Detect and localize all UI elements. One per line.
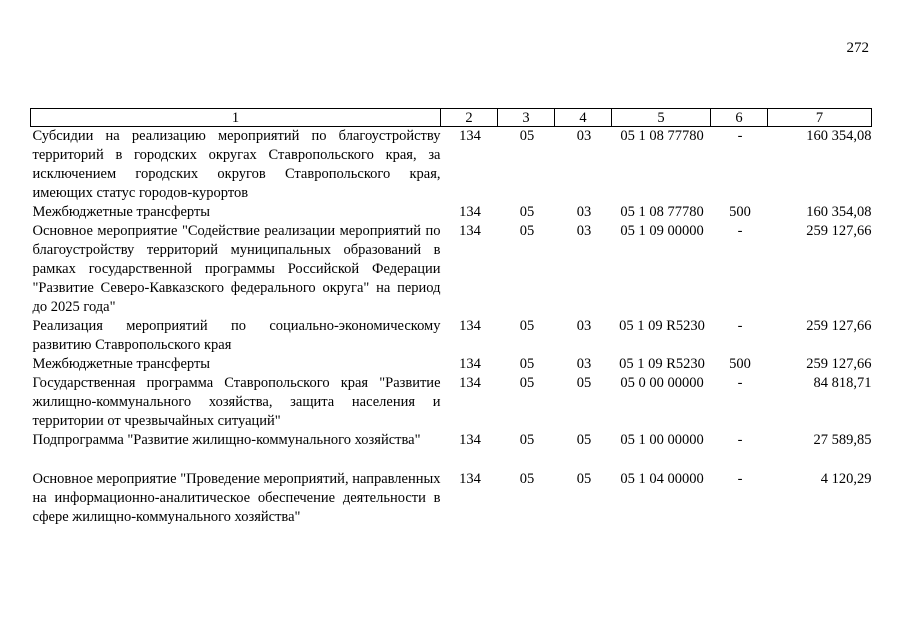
row-ministry-code: 134 [459, 356, 481, 372]
column-header-7: 7 [768, 109, 872, 127]
row-ministry-code: 134 [459, 223, 481, 239]
row-description: Основное мероприятие "Проведение мероприятий, направленных на информационно-аналитическое обеспечение деятельности в сфере жилищно-коммунального хозяйства" [32, 471, 441, 525]
row-amount: 160 354,08 [806, 128, 872, 144]
column-header-3: 3 [498, 109, 555, 127]
row-target-article: 05 1 08 77780 [620, 204, 704, 220]
row-description: Государственная программа Ставропольского края "Развитие жилищно-коммунального хозяйства, защита населения и территории от чрезвычайных ситуаций" [32, 375, 441, 429]
row-section-code: 05 [519, 375, 535, 391]
table-row [31, 317, 872, 355]
row-ministry-code: 134 [459, 375, 481, 391]
row-amount: 259 127,66 [806, 356, 872, 372]
row-expense-type: - [737, 471, 743, 487]
table-row [31, 203, 872, 222]
table-row [31, 127, 872, 204]
row-section-code: 05 [519, 204, 535, 220]
row-target-article: 05 1 04 00000 [620, 471, 704, 487]
row-target-article: 05 1 08 77780 [620, 128, 704, 144]
row-subsection-code: 05 [576, 471, 592, 487]
row-section-code: 05 [519, 318, 535, 334]
row-subsection-code: 03 [576, 356, 592, 372]
row-target-article: 05 0 00 00000 [620, 375, 704, 391]
table-row [31, 431, 872, 450]
row-section-code: 05 [519, 471, 535, 487]
row-ministry-code: 134 [459, 432, 481, 448]
row-expense-type: 500 [729, 356, 751, 372]
row-subsection-code: 05 [576, 375, 592, 391]
table-row [31, 450, 872, 527]
row-description: Реализация мероприятий по социально-экономическому развитию Ставропольского края [32, 318, 441, 353]
row-expense-type: - [737, 223, 743, 239]
table-row [31, 355, 872, 374]
row-subsection-code: 03 [576, 128, 592, 144]
row-subsection-code: 05 [576, 432, 592, 448]
row-amount: 84 818,71 [813, 375, 872, 391]
row-expense-type: - [737, 128, 743, 144]
column-header-5: 5 [612, 109, 711, 127]
column-header-4: 4 [555, 109, 612, 127]
row-subsection-code: 03 [576, 318, 592, 334]
row-target-article: 05 1 00 00000 [620, 432, 704, 448]
row-description: Подпрограмма "Развитие жилищно-коммунального хозяйства" [32, 432, 421, 448]
row-description: Межбюджетные трансферты [32, 356, 211, 372]
table-row [31, 222, 872, 317]
budget-table [30, 108, 872, 527]
row-section-code: 05 [519, 356, 535, 372]
row-description: Основное мероприятие "Содействие реализации мероприятий по благоустройству территорий муниципальных образований в рамках государственной программы Российской Федерации "Развитие Северо-Кавказского федерального округа" на период до 2025 года" [32, 223, 441, 315]
column-header-1: 1 [31, 109, 441, 127]
row-amount: 259 127,66 [806, 318, 872, 334]
row-expense-type: - [737, 432, 743, 448]
row-amount: 259 127,66 [806, 223, 872, 239]
column-header-2: 2 [441, 109, 498, 127]
row-ministry-code: 134 [459, 471, 481, 487]
table-row [31, 374, 872, 431]
row-description: Межбюджетные трансферты [32, 204, 211, 220]
column-header-6: 6 [711, 109, 768, 127]
row-target-article: 05 1 09 R5230 [619, 356, 705, 372]
row-ministry-code: 134 [459, 204, 481, 220]
row-subsection-code: 03 [576, 204, 592, 220]
row-amount: 27 589,85 [813, 432, 872, 448]
row-section-code: 05 [519, 128, 535, 144]
row-expense-type: - [737, 375, 743, 391]
row-target-article: 05 1 09 R5230 [619, 318, 705, 334]
page-number: 272 [846, 40, 869, 56]
row-subsection-code: 03 [576, 223, 592, 239]
row-expense-type: 500 [729, 204, 751, 220]
row-expense-type: - [737, 318, 743, 334]
row-ministry-code: 134 [459, 128, 481, 144]
row-target-article: 05 1 09 00000 [620, 223, 704, 239]
header-row [31, 109, 872, 127]
row-description: Субсидии на реализацию мероприятий по благоустройству территорий в городских округах Ставропольского края, за исключением городских округов Ставропольского края, имеющих статус городов-курортов [32, 128, 441, 201]
row-amount: 4 120,29 [820, 471, 872, 487]
row-section-code: 05 [519, 223, 535, 239]
row-section-code: 05 [519, 432, 535, 448]
row-ministry-code: 134 [459, 318, 481, 334]
row-amount: 160 354,08 [806, 204, 872, 220]
